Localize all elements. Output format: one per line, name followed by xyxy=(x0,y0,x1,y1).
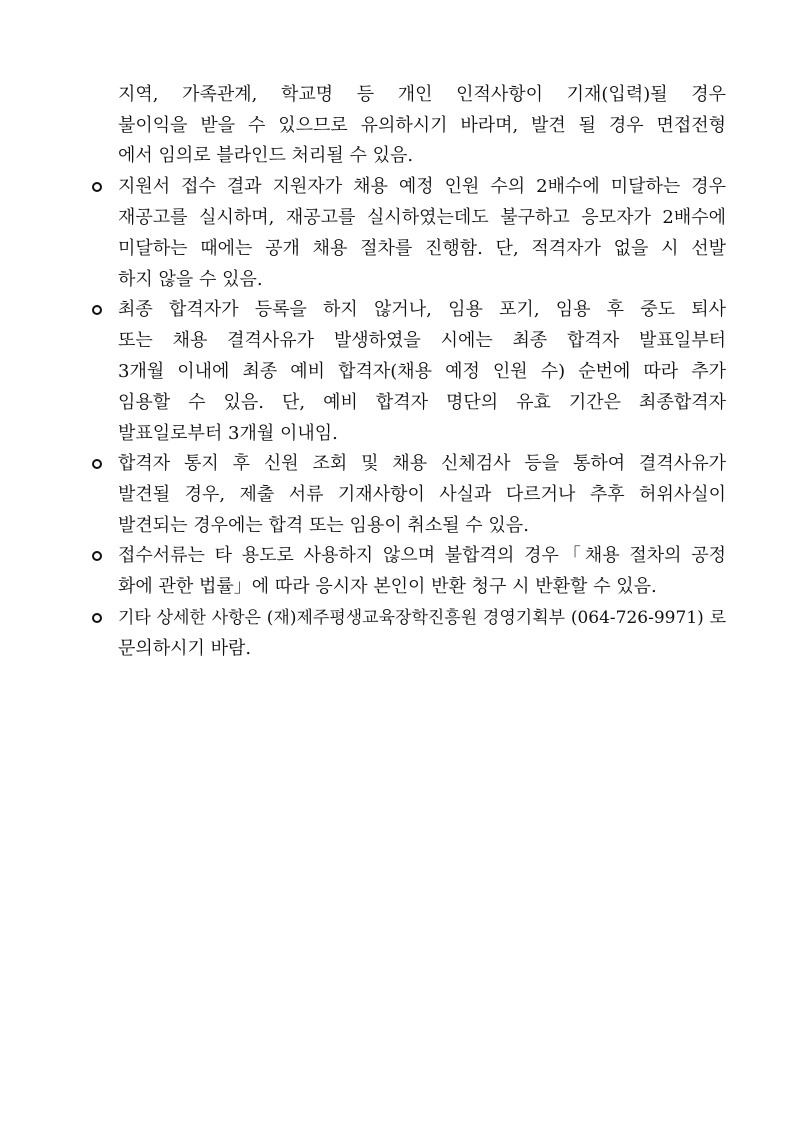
item-line: 하지 않을 수 있음. xyxy=(118,269,263,290)
circle-bullet-icon xyxy=(92,182,102,192)
paragraph-line: 에서 임의로 블라인드 처리될 수 있음. xyxy=(118,145,414,166)
item-line: 최종 합격자가 등록을 하지 않거나, 임용 포기, 임용 후 중도 퇴사 xyxy=(118,299,726,320)
item-line: 지원서 접수 결과 지원자가 채용 예정 인원 수의 2배수에 미달하는 경우 xyxy=(118,176,726,197)
item-line: 합격자 통지 후 신원 조회 및 채용 신체검사 등을 통하여 결격사유가 xyxy=(118,453,726,474)
item-line: 재공고를 실시하며, 재공고를 실시하였는데도 불구하고 응모자가 2배수에 xyxy=(118,207,726,228)
item-line: 발표일로부터 3개월 이내임. xyxy=(118,423,338,444)
item-line: 임용할 수 있음. 단, 예비 합격자 명단의 유효 기간은 최종합격자 xyxy=(118,392,726,413)
circle-bullet-icon xyxy=(92,613,102,623)
item-line: 3개월 이내에 최종 예비 합격자(채용 예정 인원 수) 순번에 따라 추가 xyxy=(118,361,726,382)
item-line: 문의하시기 바람. xyxy=(118,638,252,659)
item-line: 화에 관한 법률」에 따라 응시자 본인이 반환 청구 시 반환할 수 있음. xyxy=(118,576,657,597)
item-line: 접수서류는 타 용도로 사용하지 않으며 불합격의 경우「채용 절차의 공정 xyxy=(118,545,726,566)
paragraph-line: 불이익을 받을 수 있으므로 유의하시기 바라며, 발견 될 경우 면접전형 xyxy=(118,115,726,136)
item-line: 미달하는 때에는 공개 채용 절차를 진행함. 단, 적격자가 없을 시 선발 xyxy=(118,238,726,259)
circle-bullet-icon xyxy=(92,459,102,469)
paragraph-line: 지역, 가족관계, 학교명 등 개인 인적사항이 기재(입력)될 경우 xyxy=(118,84,726,105)
circle-bullet-icon xyxy=(92,305,102,315)
item-line: 기타 상세한 사항은 (재)제주평생교육장학진흥원 경영기획부 (064-726-9971) 로 xyxy=(118,608,726,628)
item-line: 발견될 경우, 제출 서류 기재사항이 사실과 다르거나 추후 허위사실이 xyxy=(118,484,726,505)
circle-bullet-icon xyxy=(92,551,102,561)
item-line: 또는 채용 결격사유가 발생하였을 시에는 최종 합격자 발표일부터 xyxy=(118,330,726,351)
item-line: 발견되는 경우에는 합격 또는 임용이 취소될 수 있음. xyxy=(118,515,529,536)
